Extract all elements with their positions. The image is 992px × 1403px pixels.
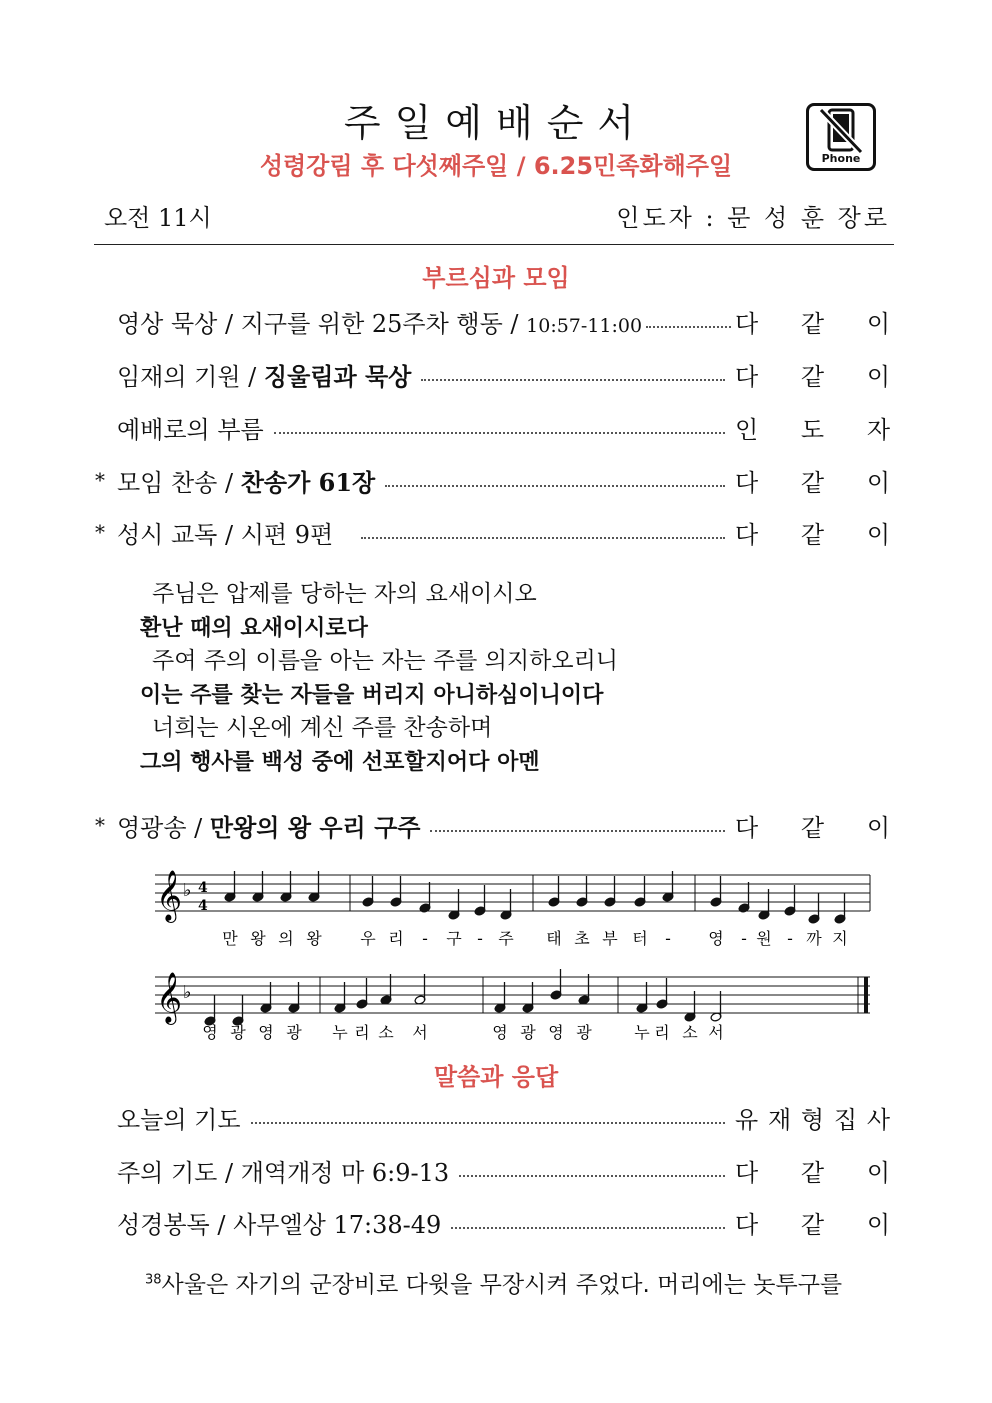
- item-performer: 다 같 이: [735, 1158, 890, 1187]
- item-label: 모임 찬송 / 찬송가 61장: [117, 467, 376, 497]
- lyric-syllable: -: [787, 929, 793, 948]
- lyric-syllable: -: [477, 929, 483, 948]
- lyric-syllable: 영: [492, 1023, 508, 1042]
- leader-dots: [430, 830, 725, 832]
- page-title: 주일예배순서: [343, 101, 649, 145]
- psalm-line: 주여 주의 이름을 아는 자는 주를 의지하오리니: [152, 648, 619, 674]
- lyric-syllable: 지: [832, 929, 848, 948]
- lyric-syllable: 우: [360, 929, 376, 948]
- star-mark: *: [95, 520, 105, 544]
- item-label: 영상 묵상 / 지구를 위한 25주차 행동 / 10:57-11:00: [117, 309, 643, 338]
- order-item: [95, 354, 890, 394]
- lyric-syllable: 왕: [250, 929, 266, 948]
- doxology-score: [150, 860, 880, 1050]
- header-divider: [94, 244, 894, 245]
- treble-clef-icon: 𝄞: [156, 870, 183, 921]
- phone-sign-label: Phone: [821, 152, 861, 165]
- leader-dots: [421, 379, 725, 381]
- lyric-syllable: 광: [286, 1023, 302, 1042]
- treble-clef-icon: 𝄞: [156, 972, 183, 1023]
- psalm-line: 그의 행사를 백성 중에 선포할지어다 아멘: [140, 749, 540, 775]
- psalm-line: 이는 주를 찾는 자들을 버리지 아니하심이니이다: [140, 682, 604, 708]
- section-heading-word: 말씀과 응답: [433, 1063, 559, 1091]
- item-label: 주의 기도 / 개역개정 마 6:9-13: [117, 1158, 450, 1187]
- lyric-syllable: 구: [446, 929, 462, 948]
- item-performer: 유 재 형 집 사: [735, 1105, 890, 1134]
- order-item: [95, 805, 890, 845]
- lyric-syllable: 의: [278, 929, 294, 948]
- lyric-syllable: 누: [332, 1023, 348, 1042]
- lyric-syllable: 영: [708, 929, 724, 948]
- item-label: 성경봉독 / 사무엘상 17:38-49: [117, 1210, 442, 1239]
- item-performer: 다 같 이: [735, 813, 890, 842]
- leader-dots: [361, 537, 725, 539]
- leader-dots: [646, 326, 731, 328]
- star-mark: *: [95, 813, 105, 837]
- lyric-syllable: 소: [378, 1023, 394, 1042]
- lyric-syllable: 원: [756, 929, 772, 948]
- lyric-syllable: 태: [546, 929, 562, 948]
- lyric-syllable: 주: [498, 929, 514, 948]
- lyric-syllable: 누: [634, 1023, 650, 1042]
- psalm-line: 환난 때의 요새이시로다: [140, 615, 368, 641]
- lyric-syllable: 리: [354, 1023, 370, 1042]
- lyric-syllable: 서: [708, 1023, 724, 1042]
- item-label: 오늘의 기도: [117, 1105, 241, 1134]
- svg-text:♭: ♭: [183, 880, 192, 901]
- verse-text: 사울은 자기의 군장비로 다윗을 무장시켜 주었다. 머리에는 놋투구를: [161, 1272, 843, 1298]
- order-item: [95, 301, 890, 341]
- lyric-syllable: -: [741, 929, 747, 948]
- item-label: 영광송 / 만왕의 왕 우리 구주: [117, 812, 421, 842]
- svg-text:♭: ♭: [183, 982, 192, 1003]
- page-subtitle: 성령강림 후 다섯째주일 / 6.25민족화해주일: [259, 152, 733, 180]
- leader-dots: [451, 1227, 725, 1229]
- lyric-syllable: 소: [682, 1023, 698, 1042]
- item-performer: 다 같 이: [735, 309, 890, 338]
- lyric-syllable: -: [422, 929, 428, 948]
- lyric-syllable: 리: [654, 1023, 670, 1042]
- item-performer: 인 도 자: [735, 415, 890, 444]
- lyric-syllable: 광: [520, 1023, 536, 1042]
- lyric-syllable: 리: [388, 929, 404, 948]
- psalm-line: 너희는 시온에 계신 주를 찬송하며: [152, 715, 493, 741]
- svg-text:4: 4: [198, 880, 208, 896]
- lyric-syllable: 광: [576, 1023, 592, 1042]
- svg-text:4: 4: [198, 898, 208, 914]
- order-item: [95, 1202, 890, 1242]
- order-item: [95, 407, 890, 447]
- psalm-line: 주님은 압제를 당하는 자의 요새이시오: [152, 581, 537, 607]
- leader-dots: [385, 485, 725, 487]
- leader-dots: [251, 1122, 725, 1124]
- scripture-verse: [145, 1266, 842, 1299]
- item-performer: 다 같 이: [735, 468, 890, 497]
- item-label: 성시 교독 / 시편 9편: [117, 520, 334, 549]
- item-performer: 다 같 이: [735, 1210, 890, 1239]
- lyric-syllable: 서: [412, 1023, 428, 1042]
- lyric-syllable: 영: [258, 1023, 274, 1042]
- item-performer: 다 같 이: [735, 520, 890, 549]
- item-label: 예배로의 부름: [117, 415, 264, 444]
- leader-dots: [459, 1175, 725, 1177]
- lyric-syllable: 까: [806, 929, 822, 948]
- lyric-syllable: 영: [548, 1023, 564, 1042]
- star-mark: *: [95, 468, 105, 492]
- item-label: 임재의 기원 / 징울림과 묵상: [117, 361, 412, 391]
- lyric-syllable: -: [665, 929, 671, 948]
- verse-number: 38: [145, 1272, 162, 1288]
- lyric-syllable: 터: [632, 929, 648, 948]
- service-leader: 인도자 : 문 성 훈 장로: [616, 204, 890, 232]
- order-item: [95, 1150, 890, 1190]
- psalm-reading: [140, 578, 618, 779]
- lyric-syllable: 영: [202, 1023, 218, 1042]
- lyric-syllable: 만: [222, 929, 238, 948]
- service-time: 오전 11시: [104, 204, 212, 232]
- lyric-syllable: 왕: [306, 929, 322, 948]
- order-item: [95, 512, 890, 552]
- item-performer: 다 같 이: [735, 362, 890, 391]
- order-item: [95, 1097, 890, 1137]
- section-heading-gathering: 부르심과 모임: [422, 264, 570, 292]
- order-item: [95, 460, 890, 500]
- lyric-syllable: 광: [230, 1023, 246, 1042]
- lyric-syllable: 부: [602, 929, 618, 948]
- no-phone-icon: [806, 103, 876, 171]
- leader-dots: [274, 432, 725, 434]
- lyric-syllable: 초: [574, 929, 590, 948]
